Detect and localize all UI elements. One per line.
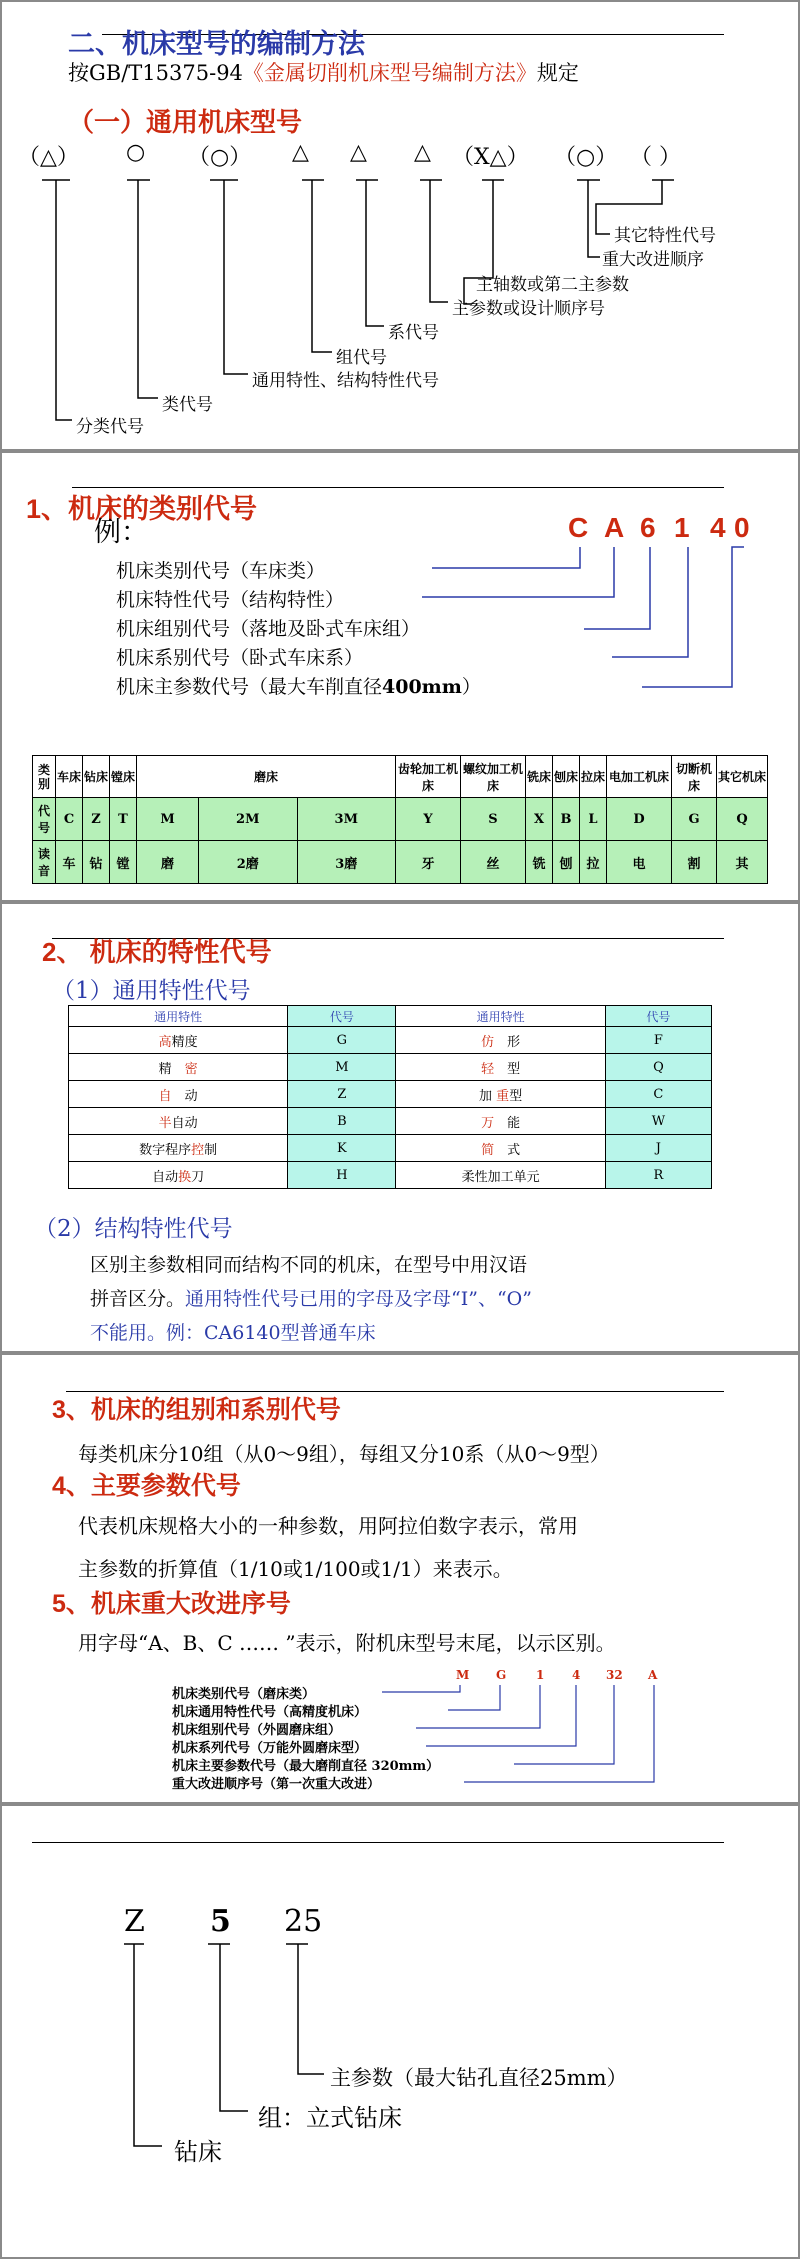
code-g: G bbox=[288, 1027, 396, 1054]
feature-row bbox=[69, 1135, 712, 1162]
hdr-code-2: 代号 bbox=[605, 1006, 711, 1027]
struct-para-line1: 区别主参数相同而结构不同的机床，在型号中用汉语 bbox=[90, 1254, 528, 1276]
read-mo: 磨 bbox=[137, 841, 199, 884]
code-j: J bbox=[605, 1135, 711, 1162]
feature-precision: 精 密 bbox=[69, 1054, 288, 1081]
code-k: K bbox=[288, 1135, 396, 1162]
para-group-series: 每类机床分10组（从0～9组），每组又分10系（从0～9型） bbox=[78, 1442, 610, 1466]
code-y: Y bbox=[396, 798, 461, 841]
label-spindle-count: 主轴数或第二主参数 bbox=[476, 275, 629, 295]
class-code-table bbox=[32, 755, 768, 884]
cat-edm: 电加工机床 bbox=[607, 756, 672, 798]
code-b: B bbox=[288, 1108, 396, 1135]
para-main-param-2: 主参数的折算值（1/10或1/100或1/1）来表示。 bbox=[78, 1557, 513, 1581]
label-series-code: 系代号 bbox=[388, 323, 439, 343]
code-f: F bbox=[605, 1027, 711, 1054]
label-other-features: 其它特性代号 bbox=[614, 226, 716, 246]
feature-row bbox=[69, 1081, 712, 1108]
slide-4-group-series-param bbox=[0, 1353, 800, 1804]
code-5: 5 bbox=[210, 1904, 231, 1939]
code-w: W bbox=[605, 1108, 711, 1135]
line-main-param-close: ） bbox=[461, 676, 481, 698]
read-la: 拉 bbox=[580, 841, 607, 884]
slide-1-subtitle: （一）通用机床型号 bbox=[68, 107, 303, 137]
sub1-general-features: （1）通用特性代号 bbox=[52, 978, 251, 1004]
read-si: 丝 bbox=[461, 841, 526, 884]
cat-drill: 钻床 bbox=[83, 756, 110, 798]
feature-light: 轻 型 bbox=[396, 1054, 605, 1081]
code-char-6: 6 bbox=[640, 512, 656, 543]
slide-5-connector-lines bbox=[2, 1806, 798, 2257]
feature-row bbox=[69, 1027, 712, 1054]
read-bao: 刨 bbox=[553, 841, 580, 884]
standard-suffix: 规定 bbox=[536, 61, 579, 85]
label-major-improvement: 重大改进顺序 bbox=[602, 250, 704, 270]
title-improvement: 5、机床重大改进序号 bbox=[52, 1590, 291, 1618]
feature-row bbox=[69, 1162, 712, 1189]
cat-milling: 铣床 bbox=[526, 756, 553, 798]
code-x: X bbox=[526, 798, 553, 841]
general-feature-table bbox=[68, 1005, 712, 1189]
feature-copying: 仿 形 bbox=[396, 1027, 605, 1054]
label-main-parameter: 主参数（最大钻孔直径25mm） bbox=[330, 2066, 628, 2090]
label-class-code: 类代号 bbox=[162, 395, 213, 415]
slide-3-title: 2、 机床的特性代号 bbox=[42, 937, 272, 967]
symbol-5: △ bbox=[414, 140, 431, 165]
code-m: M bbox=[288, 1054, 396, 1081]
feature-automatic: 自 动 bbox=[69, 1081, 288, 1108]
cat-other: 其它机床 bbox=[717, 756, 768, 798]
symbol-7: （○） bbox=[554, 145, 618, 170]
struct-para-line3: 不能用。例：CA6140型普通车床 bbox=[90, 1322, 376, 1344]
hdr-feature-1: 通用特性 bbox=[69, 1006, 288, 1027]
cat-boring: 镗床 bbox=[110, 756, 137, 798]
mg1432a-char-m: M bbox=[456, 1668, 470, 1682]
code-q: Q bbox=[717, 798, 768, 841]
slide-3-feature-code bbox=[0, 902, 800, 1353]
cat-gear: 齿轮加工机床 bbox=[396, 756, 461, 798]
read-2mo: 2磨 bbox=[199, 841, 297, 884]
code-g: G bbox=[672, 798, 717, 841]
row-header-category: 类别 bbox=[33, 756, 56, 798]
cat-lathe: 车床 bbox=[56, 756, 83, 798]
read-ge: 割 bbox=[672, 841, 717, 884]
code-q: Q bbox=[605, 1054, 711, 1081]
cat-broach: 拉床 bbox=[580, 756, 607, 798]
feature-atc: 自动换刀 bbox=[69, 1162, 288, 1189]
cat-cutoff: 切断机床 bbox=[672, 756, 717, 798]
code-s: S bbox=[461, 798, 526, 841]
line-feature: 机床特性代号（结构特性） bbox=[116, 589, 345, 611]
code-t: T bbox=[110, 798, 137, 841]
code-d: D bbox=[607, 798, 672, 841]
struct-para-line2-note: 通用特性代号已用的字母及字母“I”、“O” bbox=[185, 1288, 532, 1310]
struct-para-line2 bbox=[90, 1284, 532, 1311]
mg-line-group: 机床组别代号（外圆磨床组） bbox=[172, 1723, 342, 1738]
cat-planer: 刨床 bbox=[553, 756, 580, 798]
slide-2-class-code bbox=[0, 451, 800, 902]
feature-universal: 万 能 bbox=[396, 1108, 605, 1135]
slide-2-title: 1、机床的类别代号 bbox=[26, 494, 258, 524]
hdr-code-1: 代号 bbox=[288, 1006, 396, 1027]
label-class: 钻床 bbox=[174, 2138, 222, 2166]
symbol-0: （△） bbox=[18, 145, 79, 170]
symbol-1: ○ bbox=[126, 140, 146, 165]
mg1432a-char-4: 4 bbox=[572, 1668, 581, 1682]
label-group-code: 组代号 bbox=[336, 348, 387, 368]
title-group-series: 3、机床的组别和系别代号 bbox=[52, 1396, 341, 1424]
standard-name: 《金属切削机床型号编制方法》 bbox=[242, 61, 537, 85]
mg1432a-char-1: 1 bbox=[536, 1668, 545, 1682]
code-r: R bbox=[605, 1162, 711, 1189]
code-3m: 3M bbox=[297, 798, 396, 841]
code-char-1: 1 bbox=[674, 512, 690, 543]
line-series: 机床系别代号（卧式车床系） bbox=[116, 647, 364, 669]
code-25: 25 bbox=[284, 1904, 323, 1939]
code-z: Z bbox=[124, 1904, 145, 1939]
mg-line-improvement: 重大改进顺序号（第一次重大改进） bbox=[172, 1777, 381, 1792]
feature-semi-auto: 半自动 bbox=[69, 1108, 288, 1135]
symbol-8: （ ） bbox=[630, 145, 681, 170]
read-dian: 电 bbox=[607, 841, 672, 884]
read-zuan: 钻 bbox=[83, 841, 110, 884]
feature-fms: 柔性加工单元 bbox=[396, 1162, 605, 1189]
code-c: C bbox=[605, 1081, 711, 1108]
example-label: 例： bbox=[94, 517, 148, 548]
feature-nc: 数字程序控制 bbox=[69, 1135, 288, 1162]
code-char-a: A bbox=[604, 512, 625, 543]
mg1432a-char-32: 32 bbox=[606, 1668, 623, 1682]
slide-1-model-format bbox=[0, 0, 800, 451]
mg-line-series: 机床系列代号（万能外圆磨床型） bbox=[172, 1741, 368, 1756]
code-h: H bbox=[288, 1162, 396, 1189]
slide-1-title: 二、机床型号的编制方法 bbox=[68, 29, 365, 59]
feature-simple: 简 式 bbox=[396, 1135, 605, 1162]
label-main-parameter: 主参数或设计顺序号 bbox=[452, 299, 605, 319]
symbol-4: △ bbox=[350, 140, 367, 165]
para-improvement: 用字母“A、B、C …… ”表示，附机床型号末尾，以示区别。 bbox=[78, 1631, 616, 1655]
code-char-0: 0 bbox=[734, 512, 750, 543]
code-m: M bbox=[137, 798, 199, 841]
read-3mo: 3磨 bbox=[297, 841, 396, 884]
label-category-code: 分类代号 bbox=[76, 417, 144, 437]
mg1432a-char-a: A bbox=[648, 1668, 658, 1682]
standard-prefix: 按GB/T15375-94 bbox=[68, 61, 243, 85]
symbol-2: （○） bbox=[188, 145, 252, 170]
label-group: 组：立式钻床 bbox=[258, 2104, 402, 2132]
read-ya: 牙 bbox=[396, 841, 461, 884]
read-qi: 其 bbox=[717, 841, 768, 884]
code-c: C bbox=[56, 798, 83, 841]
code-char-c: C bbox=[568, 512, 589, 543]
code-l: L bbox=[580, 798, 607, 841]
title-main-param: 4、主要参数代号 bbox=[52, 1472, 241, 1500]
line-class: 机床类别代号（车床类） bbox=[116, 560, 326, 582]
read-che: 车 bbox=[56, 841, 83, 884]
code-z: Z bbox=[83, 798, 110, 841]
mg-line-param: 机床主要参数代号（最大磨削直径 320mm） bbox=[172, 1759, 440, 1774]
feature-high-precision: 高精度 bbox=[69, 1027, 288, 1054]
label-feature-code: 通用特性、结构特性代号 bbox=[252, 371, 439, 391]
read-xi: 铣 bbox=[526, 841, 553, 884]
code-b: B bbox=[553, 798, 580, 841]
read-tang: 镗 bbox=[110, 841, 137, 884]
cat-grinding: 磨床 bbox=[137, 756, 396, 798]
mg1432a-char-g: G bbox=[496, 1668, 507, 1682]
cat-thread: 螺纹加工机床 bbox=[461, 756, 526, 798]
slide-5-drill-example bbox=[0, 1804, 800, 2259]
feature-heavy: 加 重型 bbox=[396, 1081, 605, 1108]
para-main-param-1: 代表机床规格大小的一种参数，用阿拉伯数字表示，常用 bbox=[78, 1514, 578, 1538]
feature-row bbox=[69, 1054, 712, 1081]
mg-line-feature: 机床通用特性代号（高精度机床） bbox=[172, 1705, 368, 1720]
feature-row bbox=[69, 1108, 712, 1135]
line-main-param-value: 400mm bbox=[382, 676, 462, 698]
code-z: Z bbox=[288, 1081, 396, 1108]
line-group: 机床组别代号（落地及卧式车床组） bbox=[116, 618, 421, 640]
sub2-structural-features: （2）结构特性代号 bbox=[34, 1216, 233, 1242]
row-header-reading: 读音 bbox=[33, 841, 56, 884]
code-2m: 2M bbox=[199, 798, 297, 841]
line-main-param-text: 机床主参数代号（最大车削直径 bbox=[116, 676, 383, 698]
row-header-code: 代号 bbox=[33, 798, 56, 841]
mg-line-class: 机床类别代号（磨床类） bbox=[172, 1687, 316, 1702]
symbol-3: △ bbox=[292, 140, 309, 165]
struct-para-line2-text: 拼音区分。 bbox=[90, 1288, 186, 1310]
hdr-feature-2: 通用特性 bbox=[396, 1006, 605, 1027]
slide-4-connector-lines bbox=[2, 1355, 798, 1802]
code-char-4: 4 bbox=[710, 512, 726, 543]
symbol-6: （X△） bbox=[452, 145, 529, 170]
